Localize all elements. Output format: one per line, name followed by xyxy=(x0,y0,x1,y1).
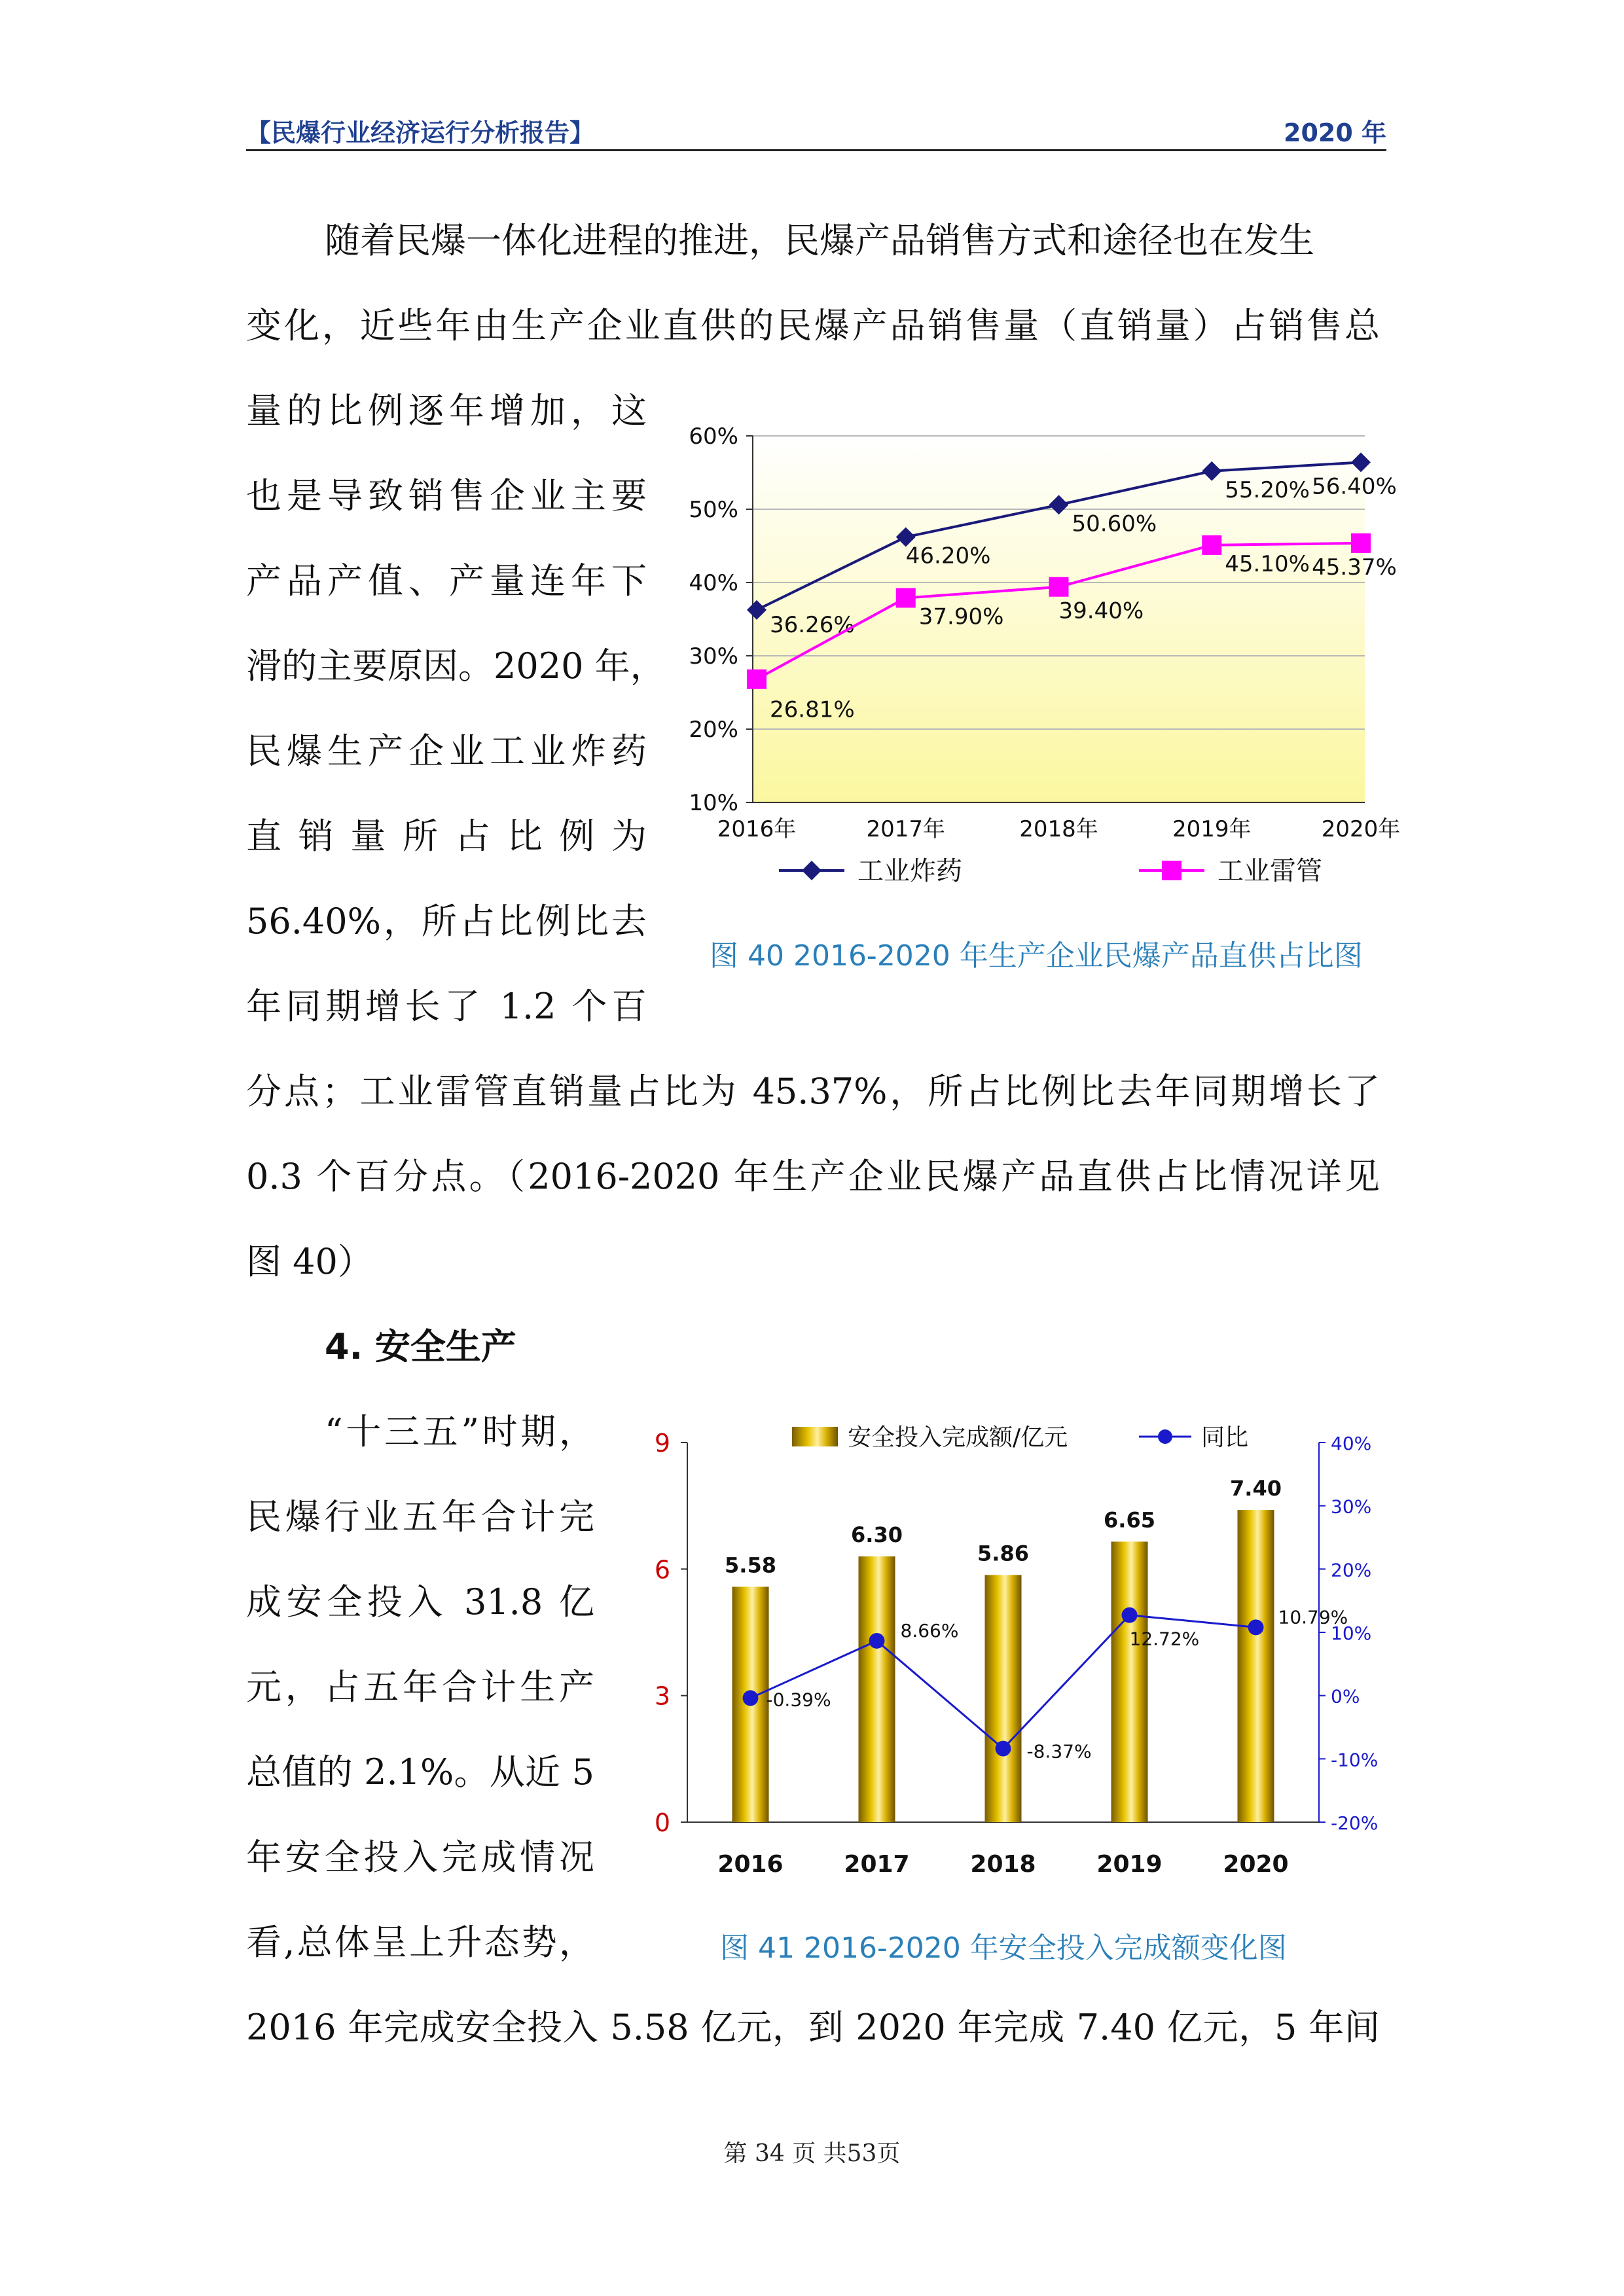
paragraph-line: 量的比例逐年增加，这 xyxy=(246,390,647,431)
data-label: 36.26% xyxy=(770,611,855,638)
page-footer: 第 34 页 共53页 xyxy=(723,2140,901,2167)
y-tick-label-right: -20% xyxy=(1331,1812,1379,1834)
x-tick-label: 2018年 xyxy=(1019,816,1098,842)
bar xyxy=(1238,1510,1274,1822)
paragraph-line: “十三五”时期， xyxy=(325,1411,594,1452)
data-point-square xyxy=(1202,535,1221,555)
y-tick-label: 40% xyxy=(689,570,738,596)
section-heading: 4. 安全生产 xyxy=(325,1326,516,1367)
bar-value-label: 6.65 xyxy=(1104,1507,1155,1533)
y-tick-label-right: 40% xyxy=(1331,1433,1372,1454)
data-label: 45.10% xyxy=(1225,550,1310,577)
header-year: 2020 年 xyxy=(1284,118,1386,147)
bar xyxy=(1111,1541,1148,1822)
y-tick-label: 50% xyxy=(689,497,738,523)
data-label: 39.40% xyxy=(1058,598,1144,624)
y-tick-label: 30% xyxy=(689,643,738,670)
data-label: 26.81% xyxy=(770,696,855,723)
x-tick-label: 2018 xyxy=(970,1851,1036,1878)
x-tick-label: 2019年 xyxy=(1172,816,1252,842)
y-tick-label-left: 3 xyxy=(654,1681,670,1711)
yoy-point xyxy=(1122,1607,1138,1623)
header-rule xyxy=(246,149,1386,151)
paragraph-line: 分点；工业雷管直销量占比为 45.37%，所占比例比去年同期增长了 xyxy=(246,1071,1380,1112)
bar-value-label: 7.40 xyxy=(1230,1476,1282,1501)
paragraph-line: 年同期增长了 1.2 个百 xyxy=(246,986,647,1027)
data-label: 50.60% xyxy=(1072,511,1157,537)
y-tick-label: 20% xyxy=(689,717,738,743)
legend-label: 工业雷管 xyxy=(1218,856,1322,886)
paragraph-line: 0.3 个百分点。（2016-2020 年生产企业民爆产品直供占比情况详见 xyxy=(246,1156,1380,1197)
paragraph-line: 变化，近些年由生产企业直供的民爆产品销售量（直销量）占销售总 xyxy=(246,305,1380,346)
legend-label: 工业炸药 xyxy=(857,856,962,886)
data-label: 56.40% xyxy=(1312,473,1397,500)
paragraph-line: 看,总体呈上升态势， xyxy=(246,1922,594,1963)
legend-label: 安全投入完成额/亿元 xyxy=(848,1424,1068,1451)
paragraph-line: 图 40） xyxy=(246,1241,373,1282)
data-point-square xyxy=(896,588,916,608)
figure-40-caption: 图 40 2016-2020 年生产企业民爆产品直供占比图 xyxy=(710,939,1363,973)
yoy-label: -0.39% xyxy=(766,1689,831,1711)
data-point-square xyxy=(1351,533,1371,553)
y-tick-label-right: 30% xyxy=(1331,1496,1372,1518)
bar-value-label: 5.86 xyxy=(977,1541,1029,1566)
bar-value-label: 6.30 xyxy=(851,1522,903,1547)
y-tick-label-right: 20% xyxy=(1331,1559,1372,1581)
figure-40-chart xyxy=(681,406,1414,903)
paragraph-line: 民爆生产企业工业炸药 xyxy=(246,730,647,772)
x-tick-label: 2019 xyxy=(1096,1851,1163,1878)
x-tick-label: 2017 xyxy=(844,1851,910,1878)
y-tick-label-left: 0 xyxy=(654,1808,670,1837)
y-tick-label-right: 10% xyxy=(1331,1623,1372,1644)
paragraph-line: 也是导致销售企业主要 xyxy=(246,475,647,516)
header-title: 【民爆行业经济运行分析报告】 xyxy=(246,118,595,147)
y-tick-label-right: 0% xyxy=(1331,1685,1360,1708)
data-label: 46.20% xyxy=(905,543,991,569)
data-point-square xyxy=(1049,577,1069,597)
bar-value-label: 5.58 xyxy=(725,1552,776,1578)
data-label: 37.90% xyxy=(918,603,1004,630)
x-tick-label: 2020 xyxy=(1223,1851,1289,1878)
bar xyxy=(985,1575,1022,1822)
legend-label: 同比 xyxy=(1201,1424,1249,1451)
x-tick-label: 2020年 xyxy=(1321,816,1401,842)
data-label: 45.37% xyxy=(1312,554,1397,581)
yoy-label: 10.79% xyxy=(1278,1606,1348,1628)
paragraph-line: 元，占五年合计生产 xyxy=(246,1666,594,1708)
y-tick-label-left: 6 xyxy=(654,1555,670,1585)
figure-41-chart xyxy=(628,1407,1414,1918)
y-tick-label-right: -10% xyxy=(1331,1749,1379,1771)
bar xyxy=(859,1556,895,1822)
data-point-square xyxy=(747,670,767,689)
y-tick-label: 60% xyxy=(689,423,738,450)
x-tick-label: 2017年 xyxy=(866,816,946,842)
paragraph-line: 年安全投入完成情况 xyxy=(246,1837,594,1878)
x-tick-label: 2016 xyxy=(717,1851,784,1878)
yoy-point xyxy=(996,1741,1011,1757)
paragraph-line: 直 销 量 所 占 比 例 为 xyxy=(246,816,647,857)
figure-41-caption: 图 41 2016-2020 年安全投入完成额变化图 xyxy=(720,1931,1287,1965)
paragraph-line: 2016 年完成安全投入 5.58 亿元，到 2020 年完成 7.40 亿元，5 年间 xyxy=(246,2007,1380,2048)
yoy-label: -8.37% xyxy=(1026,1740,1092,1763)
legend-marker xyxy=(802,861,821,880)
yoy-label: 12.72% xyxy=(1129,1628,1200,1650)
paragraph-line: 随着民爆一体化进程的推进，民爆产品销售方式和途径也在发生 xyxy=(325,220,1314,261)
x-tick-label: 2016年 xyxy=(717,816,797,842)
y-tick-label: 10% xyxy=(689,790,738,816)
data-label: 55.20% xyxy=(1225,476,1310,503)
yoy-point xyxy=(743,1690,759,1706)
yoy-point xyxy=(1248,1619,1264,1635)
paragraph-line: 成安全投入 31.8 亿 xyxy=(246,1581,594,1623)
y-tick-label-left: 9 xyxy=(654,1429,670,1458)
yoy-point xyxy=(869,1633,885,1649)
legend-marker xyxy=(1158,1429,1172,1444)
paragraph-line: 民爆行业五年合计完 xyxy=(246,1496,594,1537)
paragraph-line: 产品产值、产量连年下 xyxy=(246,560,647,601)
paragraph-line: 滑的主要原因。2020 年， xyxy=(246,645,666,687)
legend-bar-swatch xyxy=(792,1427,838,1446)
paragraph-line: 56.40%，所占比例比去 xyxy=(246,901,647,942)
yoy-label: 8.66% xyxy=(900,1619,959,1641)
legend-marker xyxy=(1162,861,1182,880)
paragraph-line: 总值的 2.1%。从近 5 xyxy=(246,1751,594,1793)
